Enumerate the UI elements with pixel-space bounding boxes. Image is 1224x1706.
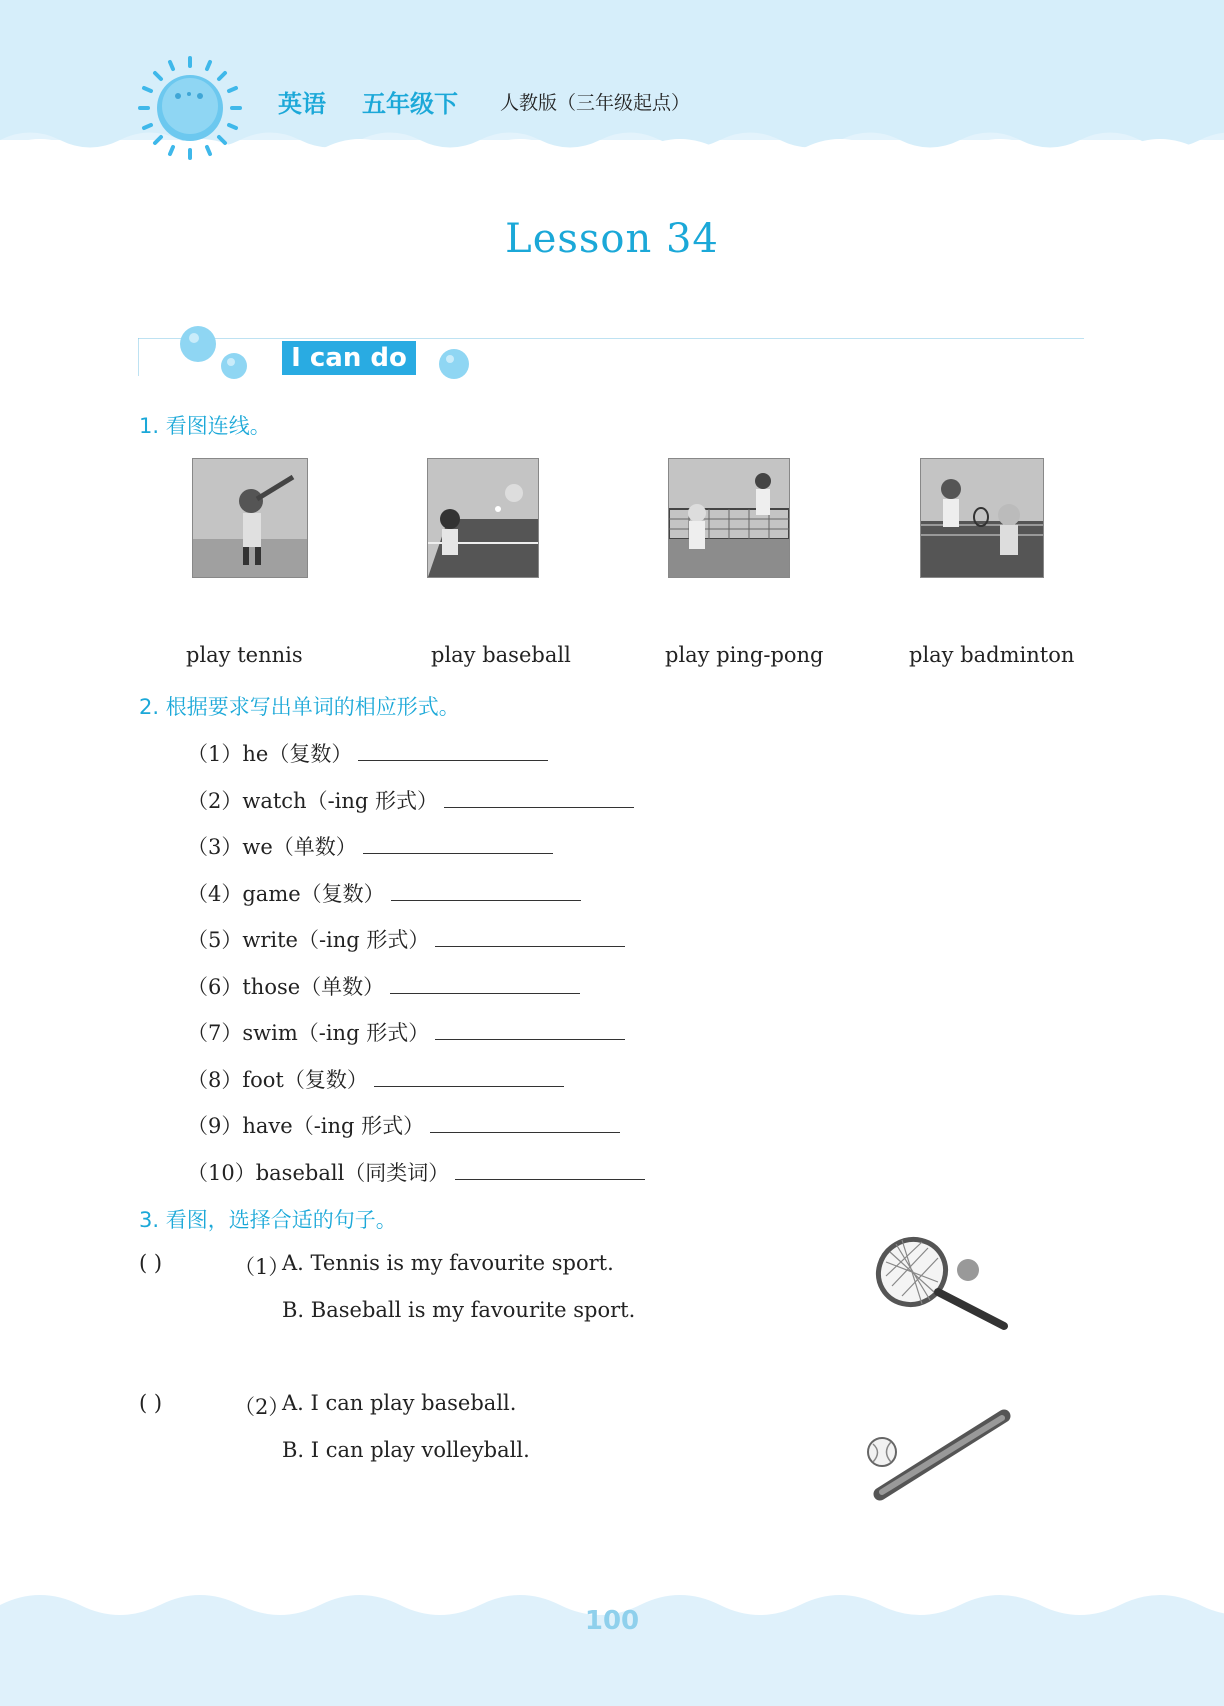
item-text: （7）swim（-ing 形式） [187, 1021, 430, 1045]
header-grade: 五年级下 [362, 90, 458, 118]
q3-option-a: A. I can play baseball. [282, 1391, 517, 1415]
q3-item-number: （1） [234, 1255, 290, 1279]
q2-item-8 [187, 1064, 564, 1094]
caption-play-baseball: play baseball [431, 643, 571, 667]
q3-item-number: （2） [234, 1395, 290, 1419]
answer-blank[interactable] [444, 789, 634, 808]
tennis-players-picture [920, 458, 1044, 578]
q2-item-4 [187, 878, 581, 908]
q2-item-2 [187, 785, 634, 815]
answer-bracket[interactable]: ( ) [139, 1251, 163, 1275]
caption-play-tennis: play tennis [186, 643, 303, 667]
answer-blank[interactable] [390, 975, 580, 994]
section-divider [138, 338, 1084, 376]
sun-logo-icon [138, 56, 242, 160]
q2-item-3 [187, 831, 553, 861]
caption-play-badminton: play badminton [909, 643, 1075, 667]
q3-option-b: B. I can play volleyball. [282, 1438, 530, 1462]
caption-play-ping-pong: play ping-pong [665, 643, 824, 667]
item-text: （1）he（复数） [187, 742, 353, 766]
page-number: 100 [584, 1606, 640, 1636]
q2-item-5 [187, 924, 625, 954]
footer-wave-background [0, 1585, 1224, 1706]
answer-blank[interactable] [430, 1114, 620, 1133]
q2-item-1 [187, 738, 548, 768]
baseball-player-picture [192, 458, 308, 578]
item-text: （3）we（单数） [187, 835, 357, 859]
question-3-title: 3. 看图，选择合适的句子。 [139, 1208, 397, 1232]
header-edition: 人教版（三年级起点） [500, 92, 691, 114]
q2-item-6 [187, 971, 580, 1001]
q2-item-10 [187, 1157, 645, 1187]
ping-pong-players-picture [427, 458, 539, 578]
answer-blank[interactable] [435, 928, 625, 947]
q3-option-a: A. Tennis is my favourite sport. [282, 1251, 614, 1275]
q2-item-9 [187, 1110, 620, 1140]
baseball-bat-icon [864, 1406, 1014, 1506]
item-text: （6）those（单数） [187, 975, 385, 999]
question-2-title: 2. 根据要求写出单词的相应形式。 [139, 695, 460, 719]
q3-option-b: B. Baseball is my favourite sport. [282, 1298, 636, 1322]
item-text: （10）baseball（同类词） [187, 1161, 450, 1185]
answer-bracket[interactable]: ( ) [139, 1391, 163, 1415]
answer-blank[interactable] [363, 835, 553, 854]
section-badge: I can do [282, 341, 416, 375]
item-text: （8）foot（复数） [187, 1068, 368, 1092]
balloon-icon [436, 344, 472, 384]
badminton-players-picture [668, 458, 790, 578]
q2-item-7 [187, 1017, 625, 1047]
item-text: （2）watch（-ing 形式） [187, 789, 439, 813]
question-1-title: 1. 看图连线。 [139, 414, 271, 438]
item-text: （9）have（-ing 形式） [187, 1114, 425, 1138]
answer-blank[interactable] [435, 1021, 625, 1040]
tennis-racket-icon [872, 1232, 1012, 1332]
header-subject: 英语 [278, 90, 326, 118]
item-text: （4）game（复数） [187, 882, 385, 906]
answer-blank[interactable] [358, 742, 548, 761]
lesson-title: Lesson 34 [505, 216, 719, 262]
answer-blank[interactable] [374, 1068, 564, 1087]
answer-blank[interactable] [391, 882, 581, 901]
balloons-icon [178, 322, 248, 382]
item-text: （5）write（-ing 形式） [187, 928, 430, 952]
answer-blank[interactable] [455, 1161, 645, 1180]
